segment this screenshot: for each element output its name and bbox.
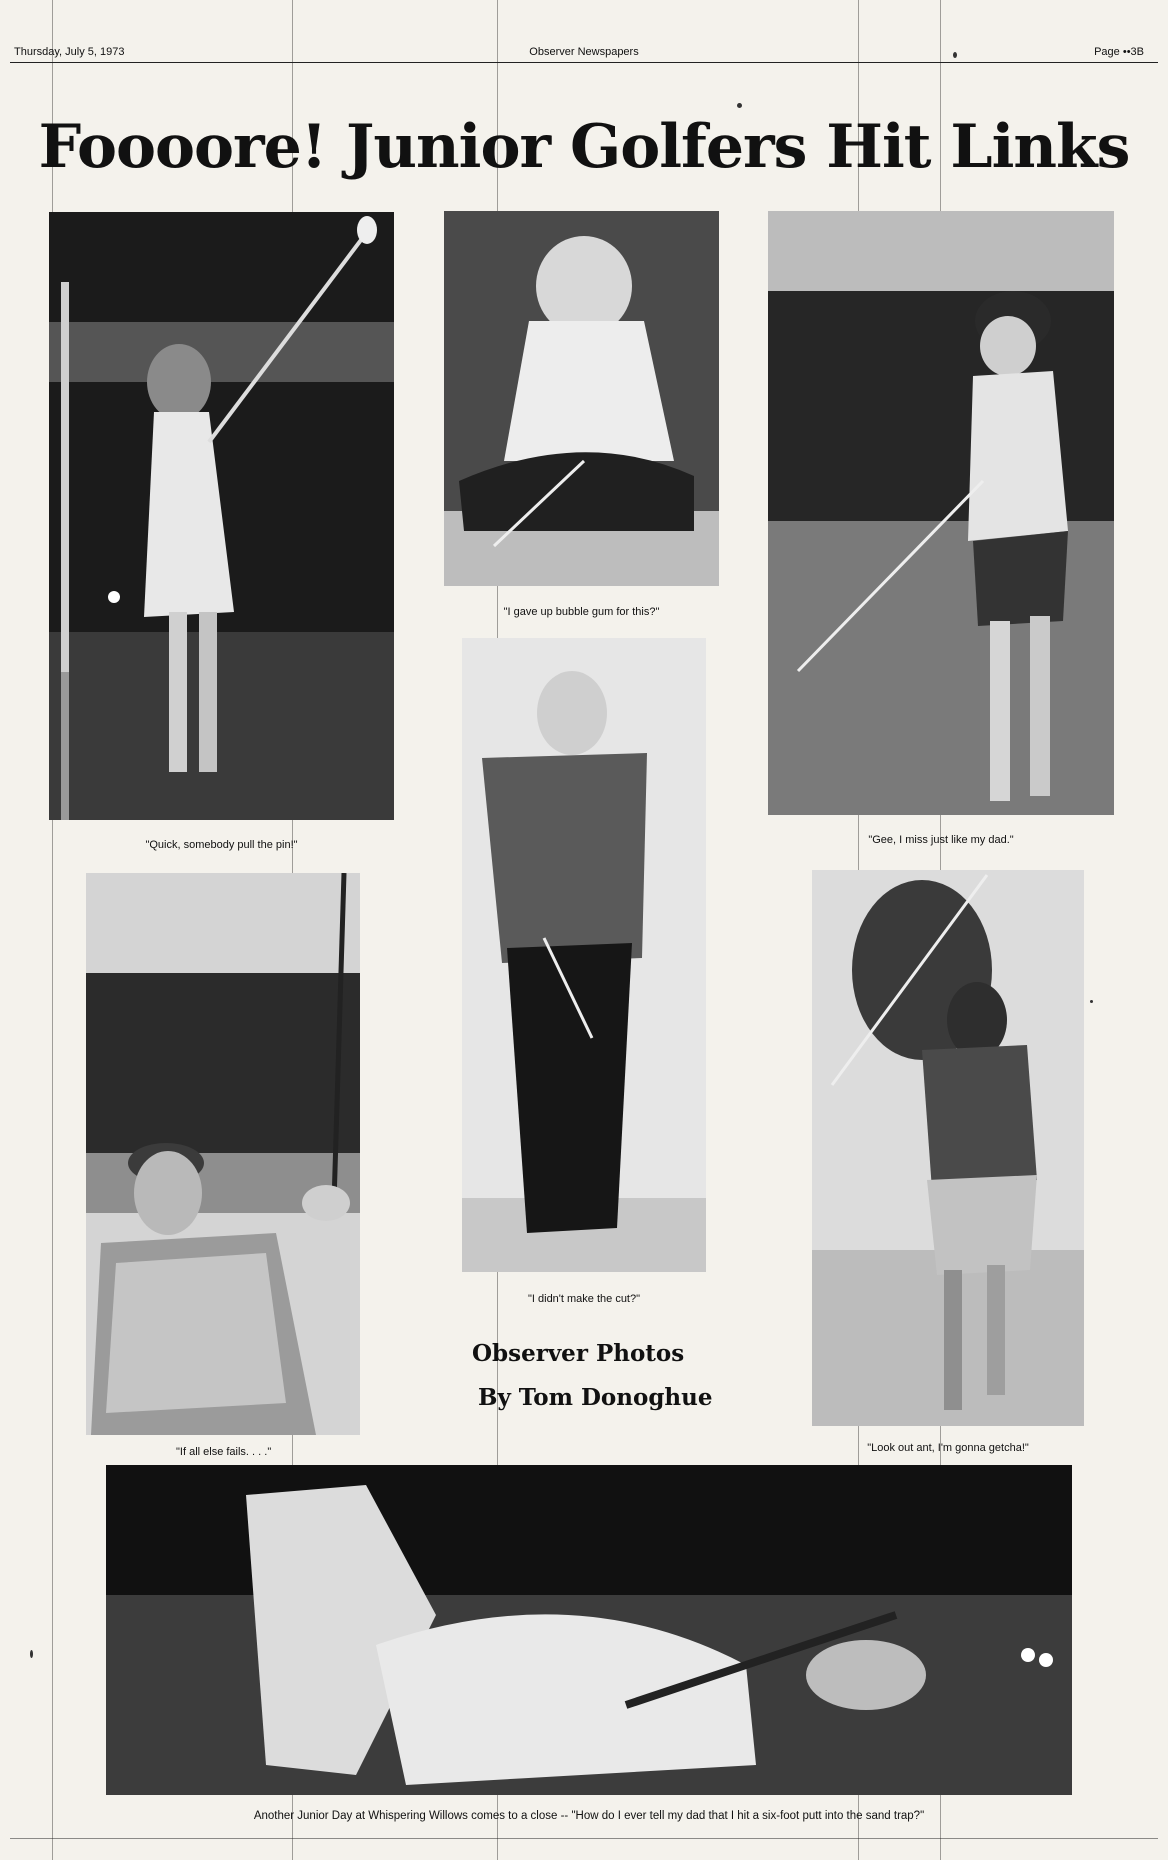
header-publication: Observer Newspapers	[529, 46, 639, 58]
scan-speck	[953, 52, 957, 58]
photo-caption: "Gee, I miss just like my dad."	[868, 834, 1014, 846]
photo-caption: "Quick, somebody pull the pin!"	[145, 839, 298, 851]
photo-caption: "Look out ant, I'm gonna getcha!"	[867, 1442, 1029, 1454]
scan-speck	[1090, 1000, 1093, 1003]
footer-rule	[10, 1838, 1158, 1839]
header-rule	[10, 62, 1158, 63]
photo-girl-lying-on-grass	[106, 1465, 1072, 1795]
photo-boy-covering-face	[462, 638, 706, 1272]
header-page-number: Page ••3B	[1094, 46, 1144, 58]
photo-boy-with-hat	[768, 211, 1114, 815]
photo-caption: Another Junior Day at Whispering Willows comes to a close -- "How do I ever tell my dad that I hit a six-foot putt into the sand trap?"	[253, 1810, 925, 1822]
photo-credit-title: Observer Photos	[472, 1340, 685, 1367]
photo-caption: "I gave up bubble gum for this?"	[503, 606, 660, 618]
scan-speck	[30, 1650, 33, 1658]
header-date: Thursday, July 5, 1973	[14, 46, 125, 58]
photo-man-in-cap	[86, 873, 360, 1435]
scan-speck	[737, 103, 742, 108]
headline: Foooore! Junior Golfers Hit Links	[38, 112, 1130, 182]
photo-kid-swinging-at-ant	[812, 870, 1084, 1426]
photo-credit-byline: By Tom Donoghue	[478, 1384, 713, 1411]
photo-boy-sitting	[444, 211, 719, 586]
photo-girl-swinging	[49, 212, 394, 820]
photo-caption: "If all else fails. . . ."	[176, 1446, 272, 1458]
photo-caption: "I didn't make the cut?"	[527, 1293, 641, 1305]
